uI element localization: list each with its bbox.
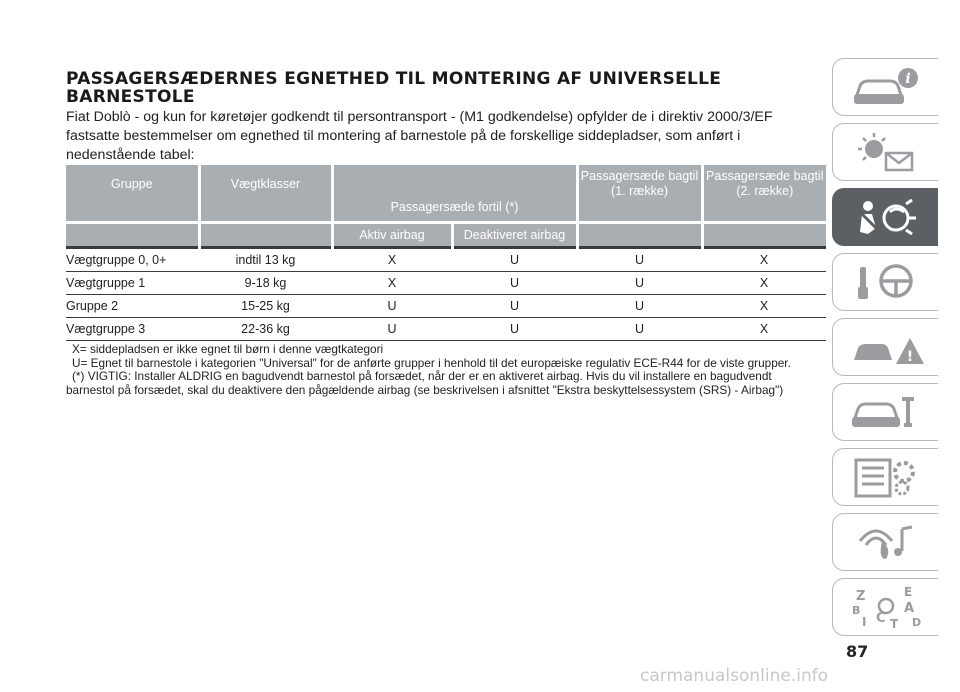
tab-safety[interactable] xyxy=(832,188,938,246)
cell-active: U xyxy=(332,295,452,318)
subheader-empty xyxy=(702,223,826,248)
tab-emergency[interactable] xyxy=(832,318,938,376)
section-title: PASSAGERSÆDERNES EGNETHED TIL MONTERING AF UNIVERSELLE BARNESTOLE xyxy=(66,69,722,107)
cell-rear2: X xyxy=(702,318,826,341)
cell-group: Vægtgruppe 3 xyxy=(66,318,199,341)
subheader-empty xyxy=(66,223,199,248)
note-important-cont: barnestol på forsædet, skal du deaktivere den pågældende airbag (se beskrivelsen i afsnittet "Ekstra beskyttelsessystem (SRS) - Airbag") xyxy=(66,382,784,397)
cell-rear1: U xyxy=(577,318,702,341)
tab-start-driving[interactable] xyxy=(832,253,938,311)
safety-seatbelt-airbag-icon xyxy=(846,194,926,240)
intro-paragraph: Fiat Doblò - og kun for køretøjer godkendt til persontransport - (M1 godkendelse) opfylder de i direktiv 2000/3/EF fastsatte bestemmelser om egnethed til montering af barnestole på de forskellige siddepladser, som anført i nedenstående tabel: xyxy=(66,109,773,163)
table-row xyxy=(66,248,826,272)
watermark: carmanualsonline.info xyxy=(640,666,829,686)
cell-group: Vægtgruppe 0, 0+ xyxy=(66,248,199,272)
index-letter: A xyxy=(903,601,914,616)
cell-rear2: X xyxy=(702,295,826,318)
cell-active: X xyxy=(332,248,452,272)
header-rear-row2: Passagersæde bagtil (2. række) xyxy=(702,165,826,223)
cell-rear2: X xyxy=(702,248,826,272)
table-row xyxy=(66,272,826,295)
emergency-icon xyxy=(846,324,926,370)
car-maintenance-icon xyxy=(846,389,926,435)
cell-group: Gruppe 2 xyxy=(66,295,199,318)
header-front-seat: Passagersæde fortil (*) xyxy=(332,165,577,223)
index-letter: I xyxy=(861,615,866,629)
cell-rear1: U xyxy=(577,272,702,295)
svg-text:!: ! xyxy=(906,349,913,365)
table-row xyxy=(66,318,826,341)
cell-weight: 15-25 kg xyxy=(199,295,332,318)
index-letter: T xyxy=(889,617,898,630)
index-letter: E xyxy=(903,585,912,599)
key-steering-wheel-icon xyxy=(846,259,926,305)
cell-deactivated: U xyxy=(452,272,577,295)
index-icon xyxy=(846,584,926,630)
cell-deactivated: U xyxy=(452,318,577,341)
tab-lights-messages[interactable] xyxy=(832,123,938,181)
cell-deactivated: U xyxy=(452,295,577,318)
cell-weight: 9-18 kg xyxy=(199,272,332,295)
cell-group: Vægtgruppe 1 xyxy=(66,272,199,295)
lights-message-icon xyxy=(846,129,926,175)
header-rear-row1: Passagersæde bagtil (1. række) xyxy=(577,165,702,223)
cell-rear1: U xyxy=(577,295,702,318)
multimedia-icon xyxy=(846,519,926,565)
tab-index[interactable] xyxy=(832,578,938,636)
cell-deactivated: U xyxy=(452,248,577,272)
table-row xyxy=(66,295,826,318)
subheader-empty xyxy=(199,223,332,248)
subheader-empty xyxy=(577,223,702,248)
subheader-active-airbag: Aktiv airbag xyxy=(332,223,452,248)
header-vaegtklasser: Vægtklasser xyxy=(199,165,332,223)
technical-data-icon xyxy=(846,454,926,500)
index-letter: D xyxy=(911,616,921,629)
table-subheader-row xyxy=(66,223,826,248)
svg-text:i: i xyxy=(904,71,911,87)
tab-technical-data[interactable] xyxy=(832,448,938,506)
header-gruppe: Gruppe xyxy=(66,165,199,223)
cell-active: U xyxy=(332,318,452,341)
index-letter: Z xyxy=(855,589,865,604)
index-letter: B xyxy=(851,604,860,617)
cell-weight: indtil 13 kg xyxy=(199,248,332,272)
chapter-sidebar xyxy=(832,58,940,643)
index-letter: C xyxy=(875,611,886,626)
table-header-row xyxy=(66,165,826,223)
note-u: U= Egnet til barnestole i kategorien "Universal" for de anførte grupper i henhold til det europæiske regulativ ECE-R44 for de viste grupper. xyxy=(72,355,791,370)
cell-rear1: U xyxy=(577,248,702,272)
page-number: 87 xyxy=(846,642,869,661)
child-seat-table xyxy=(66,165,826,341)
note-x: X= siddepladsen er ikke egnet til børn i denne vægtkategori xyxy=(72,342,384,356)
tab-multimedia[interactable] xyxy=(832,513,938,571)
table-notes xyxy=(66,343,836,397)
note-important: (*) VIGTIG: Installer ALDRIG en bagudvendt barnestol på forsædet, når der er en aktiveret airbag. Hvis du vil installere en bagudvendt xyxy=(72,369,772,383)
tab-car-info[interactable] xyxy=(832,58,938,116)
cell-weight: 22-36 kg xyxy=(199,318,332,341)
cell-rear2: X xyxy=(702,272,826,295)
cell-active: X xyxy=(332,272,452,295)
subheader-deactivated-airbag: Deaktiveret airbag xyxy=(452,223,577,248)
tab-maintenance[interactable] xyxy=(832,383,938,441)
car-info-icon xyxy=(846,64,926,110)
